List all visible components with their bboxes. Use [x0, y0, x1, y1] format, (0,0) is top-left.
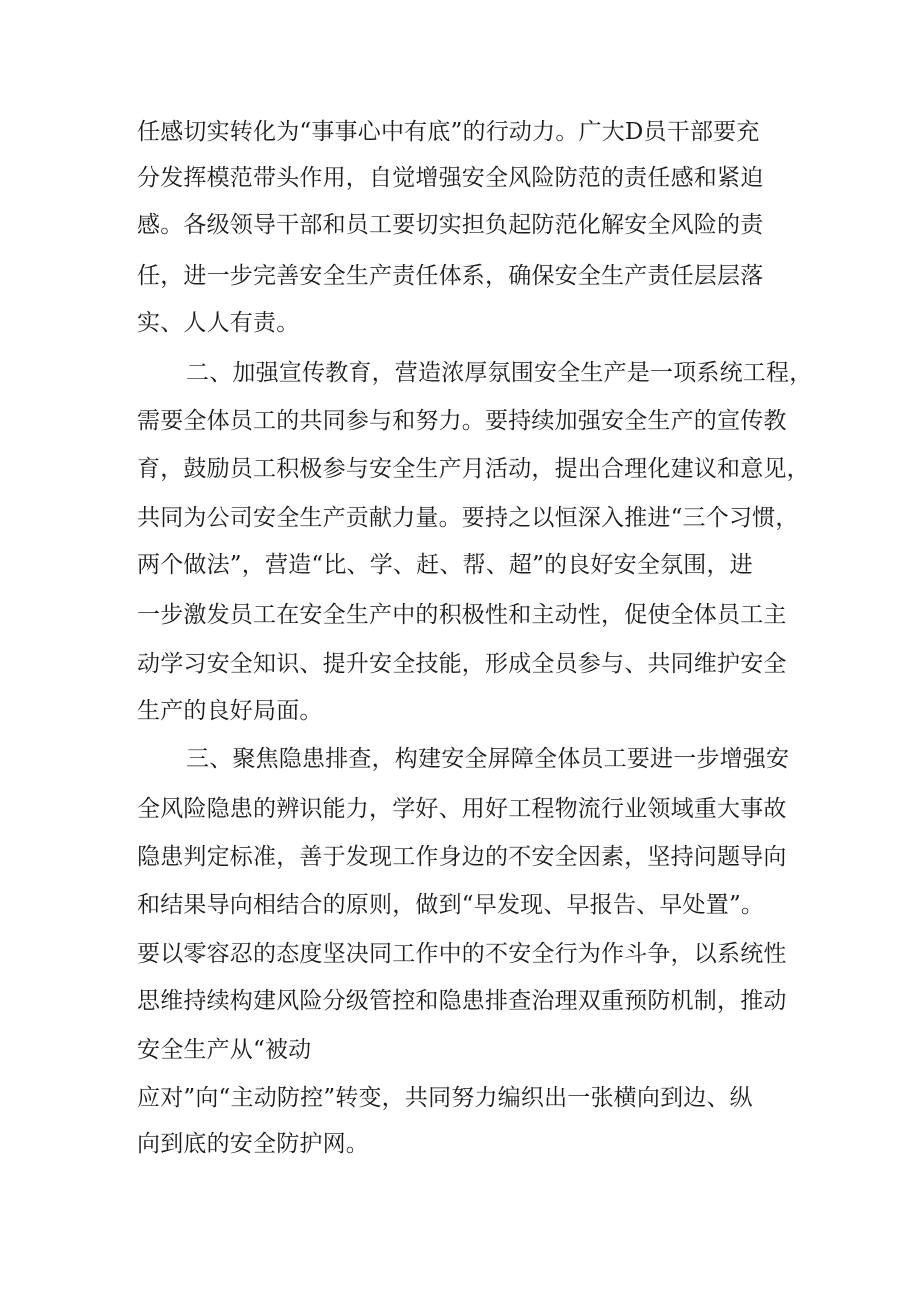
text-line: 隐患判定标准，善于发现工作身边的不安全因素，坚持问题导向	[137, 844, 787, 870]
text-line: 需要全体员工的共同参与和努力。要持续加强安全生产的宣传教	[137, 408, 787, 434]
text-line: 安全生产从“被动	[137, 1037, 312, 1063]
text-line: 要以零容忍的态度坚决同工作中的不安全行为作斗争，以系统性	[137, 941, 787, 967]
text-line: 动学习安全知识、提升安全技能，形成全员参与、共同维护安全	[137, 651, 787, 677]
text-line: 两个做法”，营造“比、学、赶、帮、超”的良好安全氛围，进	[137, 552, 753, 578]
text-line: 思维持续构建风险分级管控和隐患排查治理双重预防机制，推动	[137, 988, 787, 1014]
text-line: 和结果导向相结合的原则，做到“早发现、早报告、早处置”。	[137, 892, 765, 918]
text-line: 向到底的安全防护网。	[137, 1131, 369, 1157]
text-line: 一步激发员工在安全生产中的积极性和主动性，促使全体员工主	[137, 602, 787, 628]
text-line: 应对”向“主动防控”转变，共同努力编织出一张横向到边、纵	[137, 1085, 753, 1111]
text-line: 分发挥模范带头作用，自觉增强安全风险防范的责任感和紧迫	[137, 165, 764, 191]
text-line: 全风险隐患的辨识能力，学好、用好工程物流行业领域重大事故	[137, 796, 787, 822]
section-heading-line: 二、加强宣传教育，营造浓厚氛围安全生产是一项系统工程，	[186, 360, 813, 386]
text-line: 生产的良好局面。	[137, 698, 323, 724]
text-line: 育，鼓励员工积极参与安全生产月活动，提出合理化建议和意见，	[137, 456, 810, 482]
text-line: 感。各级领导干部和员工要切实担负起防范化解安全风险的责	[137, 212, 764, 238]
text-line: 实、人人有责。	[137, 310, 300, 336]
section-heading-line: 三、聚焦隐患排查，构建安全屏障全体员工要进一步增强安	[186, 746, 790, 772]
text-line: 共同为公司安全生产贡献力量。要持之以恒深入推进“三个习惯，	[137, 505, 799, 531]
text-line: 任感切实转化为“事事心中有底”的行动力。广大D员干部要充	[137, 119, 760, 145]
text-line: 任，进一步完善安全生产责任体系，确保安全生产责任层层落	[137, 263, 764, 289]
